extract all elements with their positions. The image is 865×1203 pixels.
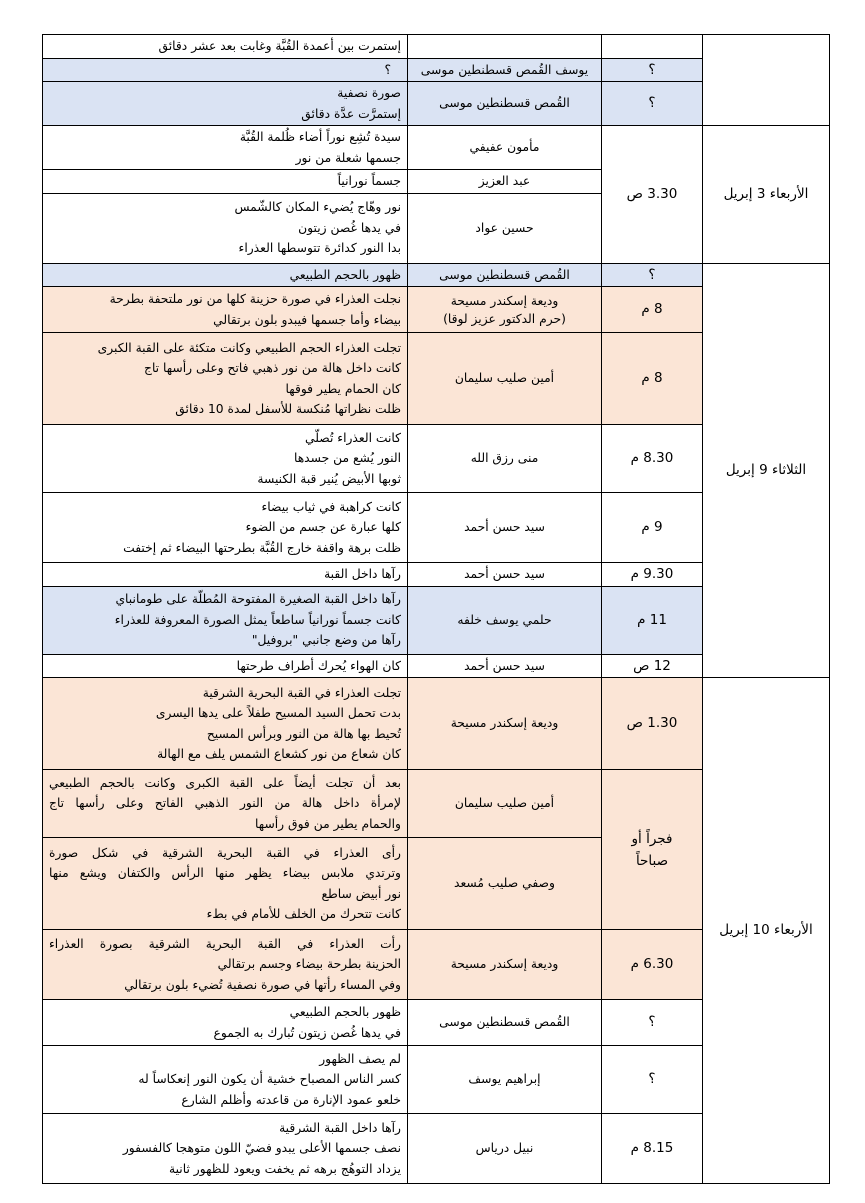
observation-line: جسماً نورانياً — [337, 174, 401, 188]
time-cell: فجراً أو صباحاً — [602, 770, 703, 930]
date-cell: الأربعاء 3 إبريل — [703, 126, 830, 264]
witness-cell: منى رزق الله — [408, 425, 602, 493]
observation-line: كانت تتحرك من الخلف للأمام في بطء — [206, 907, 401, 921]
observation-line: في يدها غُصن زيتون تُبارك به الجموع — [213, 1025, 401, 1040]
witness-cell: وديعة إسكندر مسيحة (حرم الدكتور عزيز لوقا) — [408, 287, 602, 333]
table-row — [43, 35, 830, 59]
date-cell: الثلاثاء 9 إبريل — [703, 263, 830, 678]
witness-cell: أمين صليب سليمان — [408, 770, 602, 838]
observation-cell — [43, 1046, 408, 1114]
observation-cell — [43, 425, 408, 493]
witness-cell: أمين صليب سليمان — [408, 333, 602, 425]
witness-cell: عبد العزيز — [408, 170, 602, 194]
observation-cell — [43, 82, 408, 126]
time-cell: 9 م — [602, 493, 703, 563]
observation-line: كان شعاع من نور كشعاع الشمس يلف مع الهالة — [157, 747, 401, 761]
observation-line: نور وهّاج يُضيء المكان كالشّمس — [234, 200, 401, 215]
observation-cell — [43, 333, 408, 425]
witness-cell: يوسف القُمص قسطنطين موسى — [408, 58, 602, 82]
time-cell: ؟ — [602, 263, 703, 287]
observation-cell — [43, 770, 408, 838]
observation-cell — [43, 193, 408, 263]
observation-line: تُحيط بها هالة من النور وبرأس المسيح — [206, 726, 401, 741]
observation-line: تجلت العذراء في القبة البحرية الشرقية — [202, 685, 401, 700]
witness-cell: إبراهيم يوسف — [408, 1046, 602, 1114]
observation-line: تجلت العذراء الحجم الطبيعي وكانت متكئة على القبة الكبرى — [97, 340, 401, 355]
witness-cell: وديعة إسكندر مسيحة — [408, 930, 602, 1000]
time-cell: 11 م — [602, 586, 703, 654]
observation-line: نصف جسمها الأعلى يبدو فضيّ اللون متوهجا كالفسفور — [122, 1141, 401, 1156]
time-cell: 9.30 م — [602, 563, 703, 587]
apparitions-table — [42, 34, 830, 1184]
observation-line: كلها عبارة عن جسم من الضوء — [245, 520, 401, 535]
observation-line: بعد أن تجلت أيضاً على القبة الكبرى وكانت بالحجم الطبيعي — [49, 775, 401, 790]
time-cell: 8.30 م — [602, 425, 703, 493]
observation-line: خلعو عمود الإنارة من قاعدته وأظلم الشارع — [181, 1092, 401, 1107]
observation-cell — [43, 654, 408, 678]
observation-line: بدا النور كدائرة تتوسطها العذراء — [238, 241, 401, 256]
observation-cell — [43, 263, 408, 287]
time-cell: 8 م — [602, 287, 703, 333]
time-cell: 1.30 ص — [602, 678, 703, 770]
observation-cell — [43, 678, 408, 770]
witness-cell: القُمص قسطنطين موسى — [408, 1000, 602, 1046]
time-cell: 12 ص — [602, 654, 703, 678]
observation-line: ثوبها الأبيض يُنير قبة الكنيسة — [257, 471, 401, 486]
observation-line: رأت العذراء في القبة البحرية الشرقية بصورة العذراء — [49, 936, 401, 951]
observation-line: صورة نصفية — [337, 86, 401, 100]
observation-line: الحزينة بطرحة بيضاء وجسم برتقالي — [217, 957, 401, 972]
observation-cell — [43, 1000, 408, 1046]
observation-line: بيضاء وأما جسمها فيبدو بلون برتقالي — [213, 312, 401, 327]
time-cell: ؟ — [602, 82, 703, 126]
observation-cell — [43, 170, 408, 194]
observation-cell — [43, 930, 408, 1000]
time-cell: ؟ — [602, 58, 703, 82]
observation-line: النور يُشع من جسدها — [293, 451, 401, 466]
observation-cell — [43, 35, 408, 59]
observation-line: كانت العذراء تُصلّي — [304, 430, 401, 445]
observation-cell — [43, 493, 408, 563]
observation-line: والحمام يطير من فوق رأسها — [255, 816, 401, 831]
observation-line: جسمها شعلة من نور — [295, 150, 401, 165]
observation-line: رآها من وضع جانبي "بروفيل" — [251, 633, 401, 648]
observation-line: لم يصف الظهور — [319, 1051, 401, 1066]
witness-cell: وديعة إسكندر مسيحة — [408, 678, 602, 770]
observation-line: بدت تحمل السيد المسيح طفلاً على يدها اليسرى — [155, 706, 401, 720]
witness-cell: حلمي يوسف خلفه — [408, 586, 602, 654]
table-row — [43, 678, 830, 770]
time-cell: 8 م — [602, 333, 703, 425]
observation-cell — [43, 563, 408, 587]
witness-cell: حسين عواد — [408, 193, 602, 263]
observation-line: ظلت برهة واقفة خارج القُبَّة بطرحتها البيضاء ثم إختفت — [123, 540, 401, 555]
observation-line: كان الهواء يُحرك أطراف طرحتها — [236, 658, 401, 673]
witness-cell: سيد حسن أحمد — [408, 493, 602, 563]
observation-line: رآها داخل القبة الصغيرة المفتوحة المُطلّة على طومانباي — [115, 592, 401, 607]
witness-cell: سيد حسن أحمد — [408, 654, 602, 678]
time-cell: 6.30 م — [602, 930, 703, 1000]
observation-line: رآها داخل القبة — [324, 567, 401, 581]
witness-cell — [408, 35, 602, 59]
observation-line: رآها داخل القبة الشرقية — [279, 1120, 401, 1135]
observation-cell — [43, 838, 408, 930]
observation-line: ظلت نظراتها مُنكسة للأسفل لمدة 10 دقائق — [175, 402, 401, 416]
witness-cell: وصفي صليب مُسعد — [408, 838, 602, 930]
observation-line: كانت كراهبة في ثياب بيضاء — [261, 499, 401, 514]
witness-cell: القُمص قسطنطين موسى — [408, 82, 602, 126]
observation-line: وترتدي ملابس بيضاء يظهر منها الرأس والكتفان ويشع منها — [49, 866, 401, 880]
observation-cell — [43, 586, 408, 654]
witness-cell: مأمون عفيفي — [408, 126, 602, 170]
observation-line: كان الحمام يطير فوقها — [285, 381, 401, 396]
observation-line: كانت داخل هالة من نور ذهبي فاتح وعلى رأسها تاج — [144, 361, 401, 375]
time-cell: 3.30 ص — [602, 126, 703, 264]
observation-line: يزداد التوهُج برهه ثم يخفت ويعود للظهور ثانية — [168, 1161, 401, 1176]
observation-line: كسر الناس المصباح خشية أن يكون النور إنعكاساً له — [138, 1072, 401, 1087]
observation-cell — [43, 287, 408, 333]
observation-cell — [43, 1114, 408, 1184]
observation-line: في يدها غُصن زيتون — [298, 220, 401, 235]
time-cell: ؟ — [602, 1000, 703, 1046]
observation-line: ظهور بالحجم الطبيعي — [289, 1005, 401, 1019]
time-cell — [602, 35, 703, 59]
witness-cell: القُمص قسطنطين موسى — [408, 263, 602, 287]
observation-cell — [43, 58, 408, 82]
witness-cell: سيد حسن أحمد — [408, 563, 602, 587]
observation-line: ظهور بالحجم الطبيعي — [289, 267, 401, 282]
observation-cell — [43, 126, 408, 170]
observation-line: نجلت العذراء في صورة حزينة كلها من نور ملتحفة بطرحة — [109, 292, 401, 306]
observation-line: سيدة تُشِع نوراً أضاء ظُلمة القُبَّة — [239, 130, 401, 144]
table-row — [43, 263, 830, 287]
witness-cell: نبيل درياس — [408, 1114, 602, 1184]
observation-line: رأى العذراء في القبة البحرية الشرقية في شكل صورة — [49, 845, 401, 860]
observation-line: إستمرت بين أعمدة القُبَّة وغابت بعد عشر دقائق — [158, 39, 401, 53]
observation-line: إستمرَّت عدَّة دقائق — [301, 106, 401, 121]
table-row — [43, 126, 830, 170]
time-cell: ؟ — [602, 1046, 703, 1114]
date-cell — [703, 35, 830, 126]
observation-line: نور أبيض ساطع — [321, 886, 401, 901]
time-cell: 8.15 م — [602, 1114, 703, 1184]
observation-line: ؟ — [384, 62, 391, 77]
observation-line: لإمرأة داخل هالة من النور الذهبي الفاتح وعلى رأسها تاج — [49, 796, 401, 811]
observation-line: وفي المساء رأتها في صورة نصفية تُضيء بلون برتقالي — [124, 977, 401, 992]
observation-line: كانت جسماً نورانياً ساطعاً يمثل الصورة المعروفة للعذراء — [114, 612, 401, 627]
date-cell: الأربعاء 10 إبريل — [703, 678, 830, 1184]
